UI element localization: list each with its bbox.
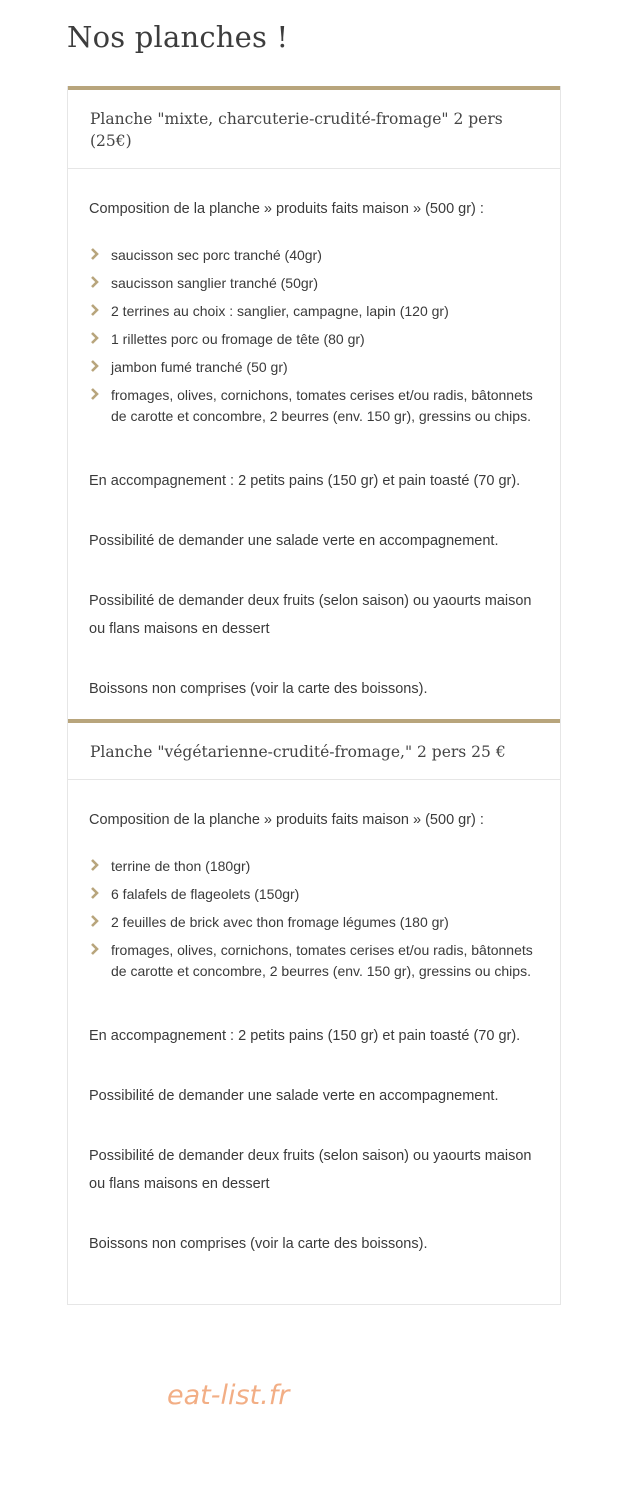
list-item (89, 912, 538, 933)
watermark: eat-list.fr (167, 1380, 290, 1411)
chevron-right-icon (90, 887, 100, 899)
chevron-right-icon (90, 859, 100, 871)
list-item-text: 6 falafels de flageolets (150gr) (111, 886, 300, 902)
composition-list (89, 245, 538, 427)
list-item-text: 1 rillettes porc ou fromage de tête (80 gr) (111, 331, 365, 347)
list-item (89, 245, 538, 266)
list-item (89, 273, 538, 294)
list-item-text: fromages, olives, cornichons, tomates cerises et/ou radis, bâtonnets de carotte et concombre, 2 beurres (env. 150 gr), gressins ou chips. (111, 387, 533, 424)
composition-list (89, 856, 538, 982)
chevron-right-icon (90, 332, 100, 344)
chevron-right-icon (90, 248, 100, 260)
panel-mixte (68, 86, 560, 719)
salad-text: Possibilité de demander une salade verte en accompagnement. (89, 1088, 499, 1104)
dessert-text: Possibilité de demander deux fruits (selon saison) ou yaourts maison ou flans maisons en dessert (89, 593, 532, 637)
list-item (89, 329, 538, 350)
list-item-text: saucisson sec porc tranché (40gr) (111, 247, 322, 263)
panel-body-vegetarienne (68, 780, 560, 1304)
chevron-right-icon (90, 943, 100, 955)
chevron-right-icon (90, 304, 100, 316)
chevron-right-icon (90, 915, 100, 927)
list-item (89, 357, 538, 378)
composition-text: Composition de la planche » produits faits maison » (500 gr) : (89, 201, 484, 217)
list-item-text: saucisson sanglier tranché (50gr) (111, 275, 318, 291)
list-item-text: terrine de thon (180gr) (111, 858, 251, 874)
accompaniment-text: En accompagnement : 2 petits pains (150 gr) et pain toasté (70 gr). (89, 1028, 521, 1044)
panel-heading-mixte[interactable]: Planche "mixte, charcuterie-crudité-fromage" 2 pers (25€) (68, 86, 560, 169)
list-item (89, 940, 538, 982)
chevron-right-icon (90, 276, 100, 288)
list-item (89, 301, 538, 322)
salad-text: Possibilité de demander une salade verte en accompagnement. (89, 533, 499, 549)
composition-text: Composition de la planche » produits faits maison » (500 gr) : (89, 812, 484, 828)
list-item (89, 884, 538, 905)
panel-heading-vegetarienne[interactable]: Planche "végétarienne-crudité-fromage," 2 pers 25 € (68, 719, 560, 780)
chevron-right-icon (90, 360, 100, 372)
list-item-text: 2 terrines au choix : sanglier, campagne, lapin (120 gr) (111, 303, 449, 319)
list-item-text: 2 feuilles de brick avec thon fromage légumes (180 gr) (111, 914, 449, 930)
accompaniment-text: En accompagnement : 2 petits pains (150 gr) et pain toasté (70 gr). (89, 473, 521, 489)
chevron-right-icon (90, 388, 100, 400)
panel-vegetarienne (68, 719, 560, 1304)
panel-body-mixte (68, 169, 560, 719)
list-item (89, 856, 538, 877)
planches-accordion (67, 86, 561, 1305)
list-item-text: jambon fumé tranché (50 gr) (111, 359, 288, 375)
dessert-text: Possibilité de demander deux fruits (selon saison) ou yaourts maison ou flans maisons en dessert (89, 1148, 532, 1192)
drinks-text: Boissons non comprises (voir la carte des boissons). (89, 681, 428, 697)
list-item-text: fromages, olives, cornichons, tomates cerises et/ou radis, bâtonnets de carotte et concombre, 2 beurres (env. 150 gr), gressins ou chips. (111, 942, 533, 979)
page-title: Nos planches ! (67, 20, 289, 54)
list-item (89, 385, 538, 427)
drinks-text: Boissons non comprises (voir la carte des boissons). (89, 1236, 428, 1252)
